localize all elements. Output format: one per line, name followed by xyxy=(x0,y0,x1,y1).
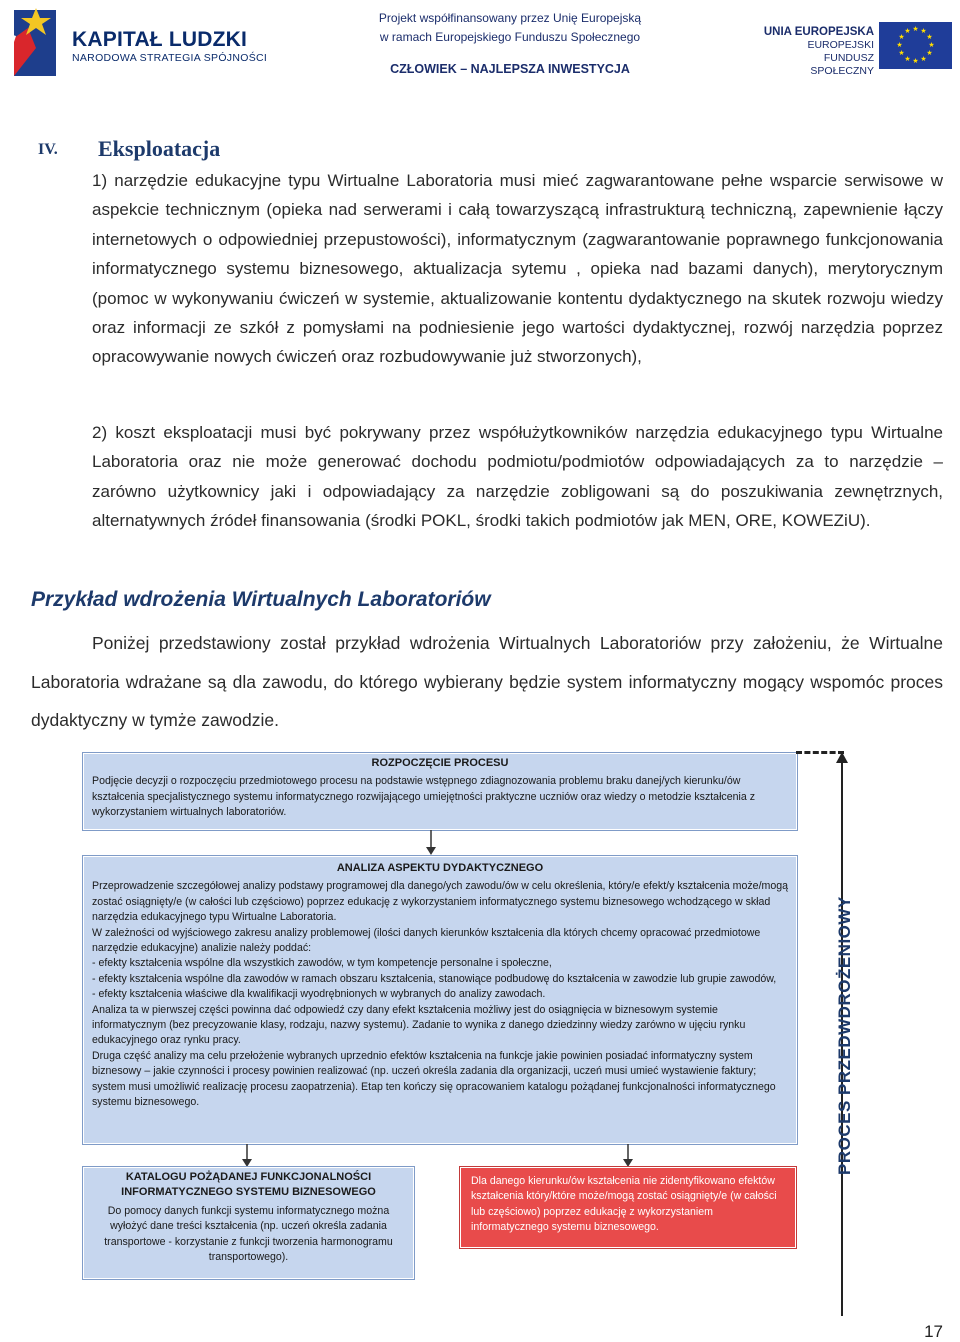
didactic-analysis-title: ANALIZA ASPEKTU DYDAKTYCZNEGO xyxy=(336,862,544,874)
catalog-text: Do pomocy danych funkcji systemu informatycznego można wyłożyć dane treści kształcenia (np. uczeń określa zadania transportowe - korzystanie z funkcji tworzenia harmonogramu transportowego). xyxy=(104,1204,393,1264)
svg-text:★: ★ xyxy=(896,41,903,49)
logo-title: KAPITAŁ LUDZKI xyxy=(72,28,248,51)
kapital-ludzki-logo-icon xyxy=(6,4,58,80)
analysis-para-2: W zależności od wyjściowego zakresu analizy problemowej (ilości danych kierunków kształcenia dla których chcemy opracować przedmiotowe narzędzie edukacyjne) analizie należy poddać: xyxy=(92,926,761,955)
eu-line-1: UNIA EUROPEJSKA xyxy=(763,26,874,38)
analysis-para-1: Przeprowadzenie szczegółowej analizy podstawy programowej dla danego/ych zawodu/ów w celu określenia, który/e efekt/y kształcenia może/mogą zostać osiągnięty/e (w całości lub częściowo) poprzez edukację z wykorzystaniem informatycznego systemu biznesowego wchodzącego w skład narzędzia edukacyjnego typu Wirtualne Laboratoria. xyxy=(92,880,789,924)
example-intro: Poniżej przedstawiony został przykład wdrożenia Wirtualnych Laboratoriów przy założeniu, że Wirtualne Laboratoria wdrażane są dla zawodu, do którego wybierany będzie system informatyczny mogący wspomóc proces dydaktyczny w tymże zawodzie. xyxy=(31,633,943,730)
eu-label xyxy=(760,26,874,78)
svg-text:★: ★ xyxy=(920,27,927,35)
svg-text:★: ★ xyxy=(898,49,905,57)
cofinancing-note xyxy=(360,9,660,47)
cofinancing-line-1: Projekt współfinansowany przez Unię Europejską xyxy=(378,11,642,25)
page-header xyxy=(0,0,960,100)
example-heading: Przykład wdrożenia Wirtualnych Laboratoriów xyxy=(31,588,491,611)
paragraph-1: 1) narzędzie edukacyjne typu Wirtualne Laboratoria musi mieć zagwarantowane pełne wsparcie serwisowe w aspekcie technicznym (opieka nad serwerami i całą towarzyszącą infrastrukturą techniczną, zapewnienie łączy internetowych o odpowiedniej przepustowości), informatycznym (zagwarantowanie poprawnego funkcjonowania informatycznego systemu biznesowego, aktualizacja sytemu , opieka nad bazami danych), merytorycznym (pomoc w wykonywaniu ćwiczeń w systemie, aktualizowanie kontentu dydaktycznego na skutek rozwoju wiedzy oraz informacji ze szkół z pomysłami na podniesienie jego wartości dydaktycznej, rozwój narzędzia poprzez opracowywanie nowych ćwiczeń oraz rozbudowywanie już stworzonych), xyxy=(92,171,943,367)
section-number: IV. xyxy=(38,141,58,158)
eu-line-2: EUROPEJSKI xyxy=(807,39,874,51)
cofinancing-line-2: w ramach Europejskiego Funduszu Społecznego xyxy=(379,30,641,44)
page-number: 17 xyxy=(924,1322,943,1341)
analysis-para-3: Analiza ta w pierwszej części powinna dać odpowiedź czy dany efekt kształcenia możliwy jest do osiągnięcia w biznesowym systemie informatycznym (bez precyzowanie klasy, rodzaju, nazwy systemu). Zadanie to wynika z danego dziedzinny wiedzy zarówno w ujęciu rynku edukacyjnego oraz rynku pracy. xyxy=(92,1003,746,1047)
eu-line-3: FUNDUSZ SPOŁECZNY xyxy=(810,52,874,77)
process-start-text: Podjęcie decyzji o rozpoczęciu przedmiotowego procesu na podstawie wstępnego zdiagnozowania problemu braku danej/ych kierunku/ów kształcenia specjalistycznego systemu informatycznego rozwijającego umiejętności praktyczne uczniów oraz wiedzy o metodzie kształcenia z wykorzystaniem wirtualnych laboratoriów. xyxy=(92,775,755,819)
arrow-down-icon xyxy=(424,830,438,856)
svg-text:★: ★ xyxy=(912,57,919,65)
svg-text:★: ★ xyxy=(928,41,935,49)
no-outcomes-box xyxy=(460,1167,796,1248)
analysis-para-4: Druga część analizy ma celu przełożenie wybranych uprzednio efektów kształcenia na funkcje jakie powinien posiadać informatyczny system biznesowy – jakie czynności i procesy powinien realizować (np. uczeń określa zadania dla organizacji, uczeń musi umieć wystawienie faktury; system musi umożliwić realizację procesu zaopatrzenia). Etap ten kończy się opracowaniem katalogu pożądanej funkcjonalności informatycznego systemu biznesowego. xyxy=(92,1049,776,1109)
process-start-box xyxy=(83,753,797,830)
didactic-analysis-box xyxy=(83,856,797,1144)
motto: CZŁOWIEK – NAJLEPSZA INWESTYCJA xyxy=(390,62,630,76)
process-start-title: ROZPOCZĘCIE PROCESU xyxy=(371,757,509,769)
svg-text:★: ★ xyxy=(912,25,919,33)
analysis-list-item: - efekty kształcenia właściwe dla kwalifikacji wyodrębnionych w wybranych do analizy zawodach. xyxy=(92,988,546,1001)
section-title: Eksploatacja xyxy=(98,136,221,161)
svg-text:★: ★ xyxy=(926,33,933,41)
arrow-down-icon xyxy=(240,1144,254,1168)
svg-text:★: ★ xyxy=(904,27,911,35)
eu-flag-icon xyxy=(879,22,952,69)
paragraph-2: 2) koszt eksploatacji musi być pokrywany przez współużytkowników narzędzia edukacyjnego typu Wirtualne Laboratoria oraz nie może generować dochodu podmiotu/podmiotów odpowiadających za to narzędzie – zarówno użytkownicy jaki i odpowiadający za narzędzie zobligowani są do poszukiwania zewnętrznych, alternatywnych źródeł finansowania (środki POKL, środki takich podmiotów jak MEN, ORE, KOWEZiU). xyxy=(92,423,943,531)
svg-text:★: ★ xyxy=(898,33,905,41)
analysis-list-item: - efekty kształcenia wspólne dla zawodów w ramach obszaru kształcenia, stanowiące podbudowę do kształcenia w zawodzie lub grupie zawodów, xyxy=(92,972,777,985)
svg-text:★: ★ xyxy=(920,55,927,63)
analysis-list-item: - efekty kształcenia wspólne dla wszystkich zawodów, w tym kompetencje personalne i społeczne, xyxy=(92,957,552,970)
arrow-down-icon xyxy=(621,1144,635,1168)
svg-text:★: ★ xyxy=(904,55,911,63)
logo-subtitle: NARODOWA STRATEGIA SPÓJNOŚCI xyxy=(72,52,268,64)
catalog-title-line-1: KATALOGU POŻĄDANEJ FUNKCJONALNOŚCI xyxy=(125,1171,372,1183)
catalog-title-line-2: INFORMATYCZNEGO SYSTEMU BIZNESOWEGO xyxy=(121,1186,376,1199)
svg-text:★: ★ xyxy=(926,49,933,57)
no-outcomes-text: Dla danego kierunku/ów kształcenia nie zidentyfikowano efektów kształcenia który/które może/mogą zostać osiągnięty/e (w całości lub częściowo) poprzez edukację z wykorzystaniem informatycznego systemu biznesowego. xyxy=(471,1175,777,1234)
functionality-catalog-box xyxy=(83,1167,414,1279)
side-label: PROCES PRZEDWDROŻENIOWY xyxy=(835,896,854,1175)
